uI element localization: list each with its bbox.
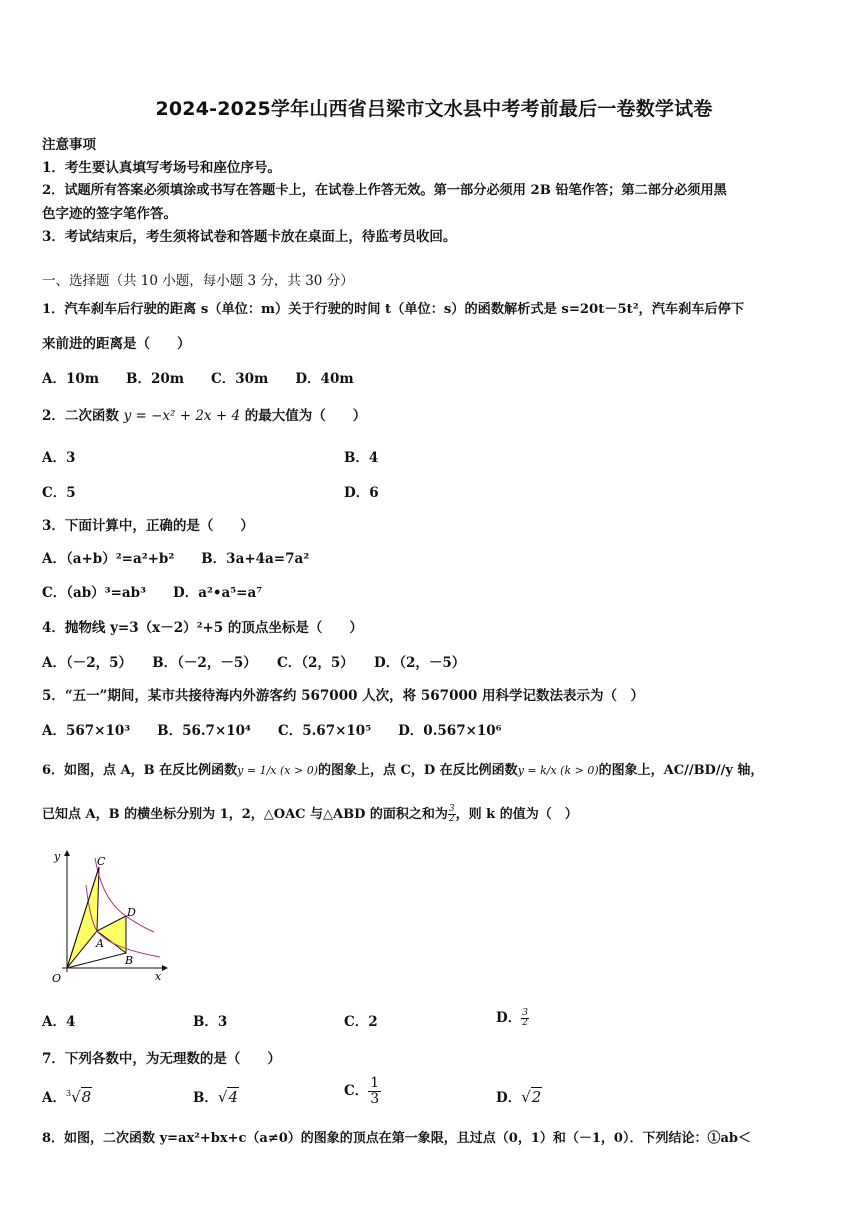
q7-stem: 7．下列各数中，为无理数的是（ ） bbox=[42, 1051, 281, 1067]
label-o: O bbox=[52, 972, 62, 985]
square-root-4: √4 bbox=[217, 1088, 239, 1106]
q7-option-a bbox=[42, 1086, 92, 1106]
label-y: y bbox=[54, 850, 61, 863]
q6-stem-line1 bbox=[42, 759, 763, 778]
label-b: B bbox=[125, 954, 134, 967]
notice-item-3: 3．考试结束后，考生须将试卷和答题卡放在桌面上，待监考员收回。 bbox=[42, 229, 457, 245]
q7-option-b bbox=[193, 1086, 239, 1106]
label-x: x bbox=[155, 970, 162, 983]
section-heading: 一、选择题（共 10 小题，每小题 3 分，共 30 分） bbox=[42, 273, 354, 289]
q1-stem-line2: 来前进的距离是（ ） bbox=[42, 336, 191, 352]
q6-text-d: 已知点 A，B 的横坐标分别为 1，2，△OAC 与△ABD 的面积之和为 bbox=[42, 807, 448, 822]
q7-option-c bbox=[344, 1076, 381, 1107]
x-axis-arrow bbox=[162, 965, 168, 971]
q7-option-c-label: C． bbox=[344, 1083, 369, 1099]
q6-option-d-den: 2 bbox=[522, 1018, 528, 1028]
one-third-fraction bbox=[368, 1076, 381, 1107]
q1-stem-line1: 1．汽车刹车后行驶的距离 s（单位：m）关于行驶的时间 t（单位：s）的函数解析式是 s=20t－5t²，汽车刹车后停下 bbox=[42, 302, 745, 317]
q7-option-d bbox=[496, 1086, 542, 1106]
label-a: A bbox=[96, 937, 104, 950]
q5-stem: 5．“五一”期间，某市共接待海内外游客约 567000 人次，将 567000 用科学记数法表示为（ ） bbox=[42, 688, 644, 704]
label-c: C bbox=[97, 855, 106, 868]
cube-root-radicand: 8 bbox=[81, 1088, 92, 1106]
q6-option-a: A．4 bbox=[42, 1014, 76, 1030]
q4-stem: 4．抛物线 y=3（x－2）²+5 的顶点坐标是（ ） bbox=[42, 620, 363, 636]
q6-text-b: 的图象上，点 C，D 在反比例函数 bbox=[318, 763, 518, 778]
cube-root: $^3$√8 bbox=[65, 1088, 92, 1106]
q3-options-row1: A．（a+b）²=a²+b² B．3a+4a=7a² bbox=[42, 551, 310, 567]
q6-option-d bbox=[496, 1006, 529, 1028]
q7-option-b-label: B． bbox=[193, 1090, 218, 1106]
q3-stem: 3．下面计算中，正确的是（ ） bbox=[42, 518, 254, 534]
square-root-4-radicand: 4 bbox=[228, 1088, 239, 1106]
q6-option-b: B．3 bbox=[193, 1014, 228, 1030]
label-d: D bbox=[127, 906, 136, 919]
square-root-2-radicand: 2 bbox=[531, 1088, 542, 1106]
q6-stem-line2 bbox=[42, 803, 578, 824]
notice-heading: 注意事项 bbox=[42, 137, 96, 153]
q6-fraction bbox=[448, 805, 456, 824]
q6-function-1: y = 1/x (x > 0) bbox=[237, 764, 318, 777]
q6-option-d-num: 3 bbox=[522, 1008, 528, 1018]
notice-item-1: 1．考生要认真填写考场号和座位序号。 bbox=[42, 160, 281, 176]
q4-options: A．（－2，5） B．（－2，－5） C．（2，5） D．（2，－5） bbox=[42, 655, 466, 671]
q2-option-b: B．4 bbox=[344, 450, 379, 466]
q6-fraction-den: 2 bbox=[448, 814, 455, 824]
q6-text-a: 6．如图，点 A，B 在反比例函数 bbox=[42, 763, 238, 778]
q6-option-d-fraction bbox=[521, 1009, 529, 1028]
one-third-den: 3 bbox=[370, 1091, 380, 1107]
q1-options: A．10m B．20m C．30m D．40m bbox=[42, 371, 354, 387]
q6-figure bbox=[40, 840, 170, 990]
q8-stem-line1: 8．如图，二次函数 y=ax²+bx+c（a≠0）的图象的顶点在第一象限，且过点（0，1）和（－1，0）．下列结论：①ab＜ bbox=[42, 1131, 751, 1146]
q2-option-a: A．3 bbox=[42, 450, 76, 466]
q2-stem bbox=[42, 404, 366, 424]
q6-function-2: y = k/x (k > 0) bbox=[517, 764, 599, 777]
q2-suffix: 的最大值为（ ） bbox=[240, 408, 367, 424]
q6-option-d-label: D． bbox=[496, 1010, 522, 1026]
q6-fraction-num: 3 bbox=[448, 804, 455, 814]
q3-options-row2: C．（ab）³=ab³ D．a²•a⁵=a⁷ bbox=[42, 585, 263, 601]
notice-item-2-cont: 色字迹的签字笔作答。 bbox=[42, 206, 177, 222]
q7-option-d-label: D． bbox=[496, 1090, 522, 1106]
q6-text-c: 的图象上，AC//BD//y 轴， bbox=[598, 763, 764, 778]
page-title: 2024-2025学年山西省吕梁市文水县中考考前最后一卷数学试卷 bbox=[155, 98, 713, 120]
notice-item-2: 2．试题所有答案必须填涂或书写在答题卡上，在试卷上作答无效。第一部分必须用 2B 铅笔作答；第二部分必须用黑 bbox=[42, 183, 727, 198]
q6-text-e: ，则 k 的值为（ ） bbox=[455, 807, 578, 822]
q2-option-d: D．6 bbox=[344, 485, 379, 501]
y-axis-arrow bbox=[64, 850, 70, 856]
q7-option-a-label: A． bbox=[42, 1090, 66, 1106]
q6-option-c: C．2 bbox=[344, 1014, 378, 1030]
q2-expression: y = −x² + 2x + 4 bbox=[123, 408, 241, 424]
q2-prefix: 2．二次函数 bbox=[42, 408, 124, 424]
q2-option-c: C．5 bbox=[42, 485, 76, 501]
cube-root-index: 3 bbox=[65, 1089, 72, 1098]
square-root-2: √2 bbox=[521, 1088, 542, 1106]
one-third-num: 1 bbox=[370, 1075, 380, 1091]
q5-options: A．567×10³ B．56.7×10⁴ C．5.67×10⁵ D．0.567×10⁶ bbox=[42, 723, 502, 739]
